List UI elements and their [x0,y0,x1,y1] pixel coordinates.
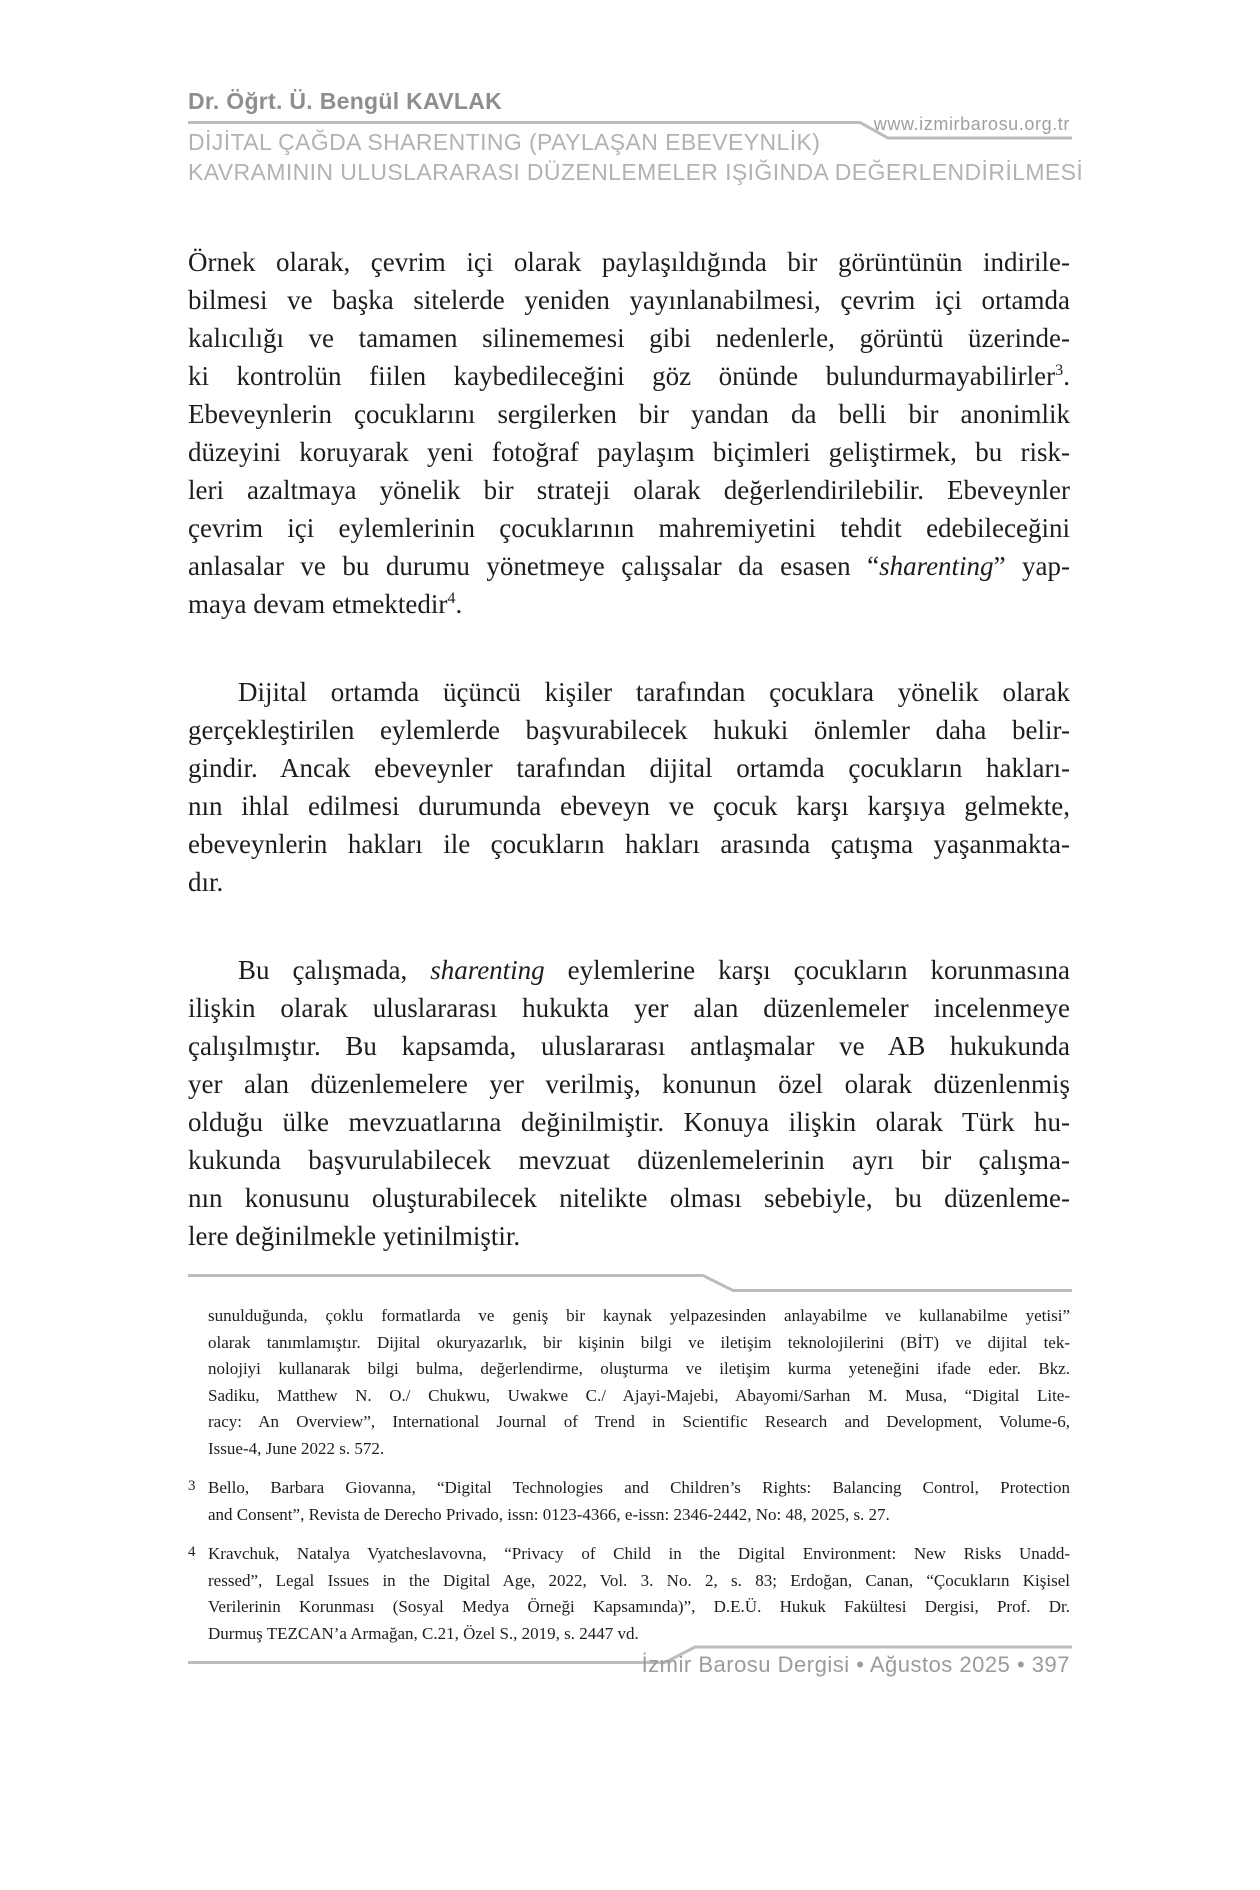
text-line: Ebeveynlerin çocuklarını sergilerken bir yandan da belli bir anonimlik [188,399,1070,429]
footnote-separator-line [188,1273,1072,1294]
text-line: çevrim içi eylemlerinin çocuklarının mahremiyetini tehdit edebileceğini [188,513,1070,543]
text-line: Dijital ortamda üçüncü kişiler tarafından çocuklara yönelik olarak [238,677,1070,707]
article-body [188,243,1070,1255]
footnote-separator [188,1273,1072,1294]
paragraph [188,673,1070,901]
paragraph [188,951,1070,1255]
text-line: anlasalar ve bu durumu yönetmeye çalışsalar da esasen “sharenting” yap- [188,551,1070,581]
text-line: dır. [188,867,224,897]
text-line: Kravchuk, Natalya Vyatcheslavovna, “Privacy of Child in the Digital Environment: New Risks Unadd- [208,1544,1070,1563]
text-line: lere değinilmekle yetinilmiştir. [188,1221,521,1251]
text-line: racy: An Overview”, International Journal of Trend in Scientific Research and Development, Volume-6, [208,1412,1070,1431]
author-name: Dr. Öğrt. Ü. Bengül KAVLAK [188,88,503,114]
journal-footer-pagination: İzmir Barosu Dergisi • Ağustos 2025 • 397 [641,1652,1070,1677]
text-line: kalıcılığı ve tamamen silinememesi gibi nedenlerle, görüntü üzerinde- [188,323,1070,353]
text-line: gerçekleştirilen eylemlerde başvurabilecek hukuki önlemler daha belir- [188,715,1070,745]
text-line: ilişkin olarak uluslararası hukukta yer alan düzenlemeler incelenmeye [188,993,1070,1023]
paragraph [188,243,1070,623]
footnote-number: 3 [188,1478,196,1494]
footnote-reference: 3 [1055,361,1064,379]
footnotes-section [188,1303,1070,1647]
footnote-item [188,1541,1070,1647]
text-line: bilmesi ve başka sitelerde yeniden yayınlanabilmesi, çevrim içi ortamda [188,285,1070,315]
text-line: çalışılmıştır. Bu kapsamda, uluslararası antlaşmalar ve AB hukukunda [188,1031,1070,1061]
text-line: gindir. Ancak ebeveynler tarafından dijital ortamda çocukların hakları- [188,753,1070,783]
text-line: Sadiku, Matthew N. O./ Chukwu, Uwakwe C./ Ajayi-Majebi, Abayomi/Sarhan M. Musa, “Digital Lite- [208,1385,1070,1405]
footnote-item [188,1475,1070,1528]
text-line: Bu çalışmada, sharenting eylemlerine karşı çocukların korunmasına [238,955,1070,985]
footnote-number: 4 [188,1544,196,1560]
footnote-item [188,1303,1070,1462]
article-title-line2: KAVRAMININ ULUSLARARASI DÜZENLEMELER IŞIĞINDA DEĞERLENDİRİLMESİ [188,159,1084,185]
text-line: yer alan düzenlemelere yer verilmiş, konunun özel olarak düzenlenmiş [188,1069,1070,1099]
text-line: Durmuş TEZCAN’a Armağan, C.21, Özel S., 2019, s. 2447 vd. [208,1623,639,1643]
text-line: nın konusunu oluşturabilecek nitelikte olması sebebiyle, bu düzenleme- [188,1183,1070,1213]
text-line: maya devam etmektedir$^4$. [188,589,463,619]
text-line: ki kontrolün fiilen kaybedileceğini göz önünde bulundurmayabilirler$^3$. [188,361,1070,391]
text-line: nın ihlal edilmesi durumunda ebeveyn ve çocuk karşı karşıya gelmekte, [188,791,1070,821]
text-line: Örnek olarak, çevrim içi olarak paylaşıldığında bir görüntünün indirile- [188,247,1070,277]
footnote-reference: 4 [447,589,456,607]
text-line: nolojiyi kullanarak bilgi bulma, değerlendirme, oluşturma ve iletişim kurma yeteneğini ifade eder. Bkz. [208,1359,1070,1378]
text-line: Issue-4, June 2022 s. 572. [208,1438,385,1458]
text-line: leri azaltmaya yönelik bir strateji olarak değerlendirilebilir. Ebeveynler [188,475,1070,505]
article-title-line1: DİJİTAL ÇAĞDA SHARENTING (PAYLAŞAN EBEVEYNLİK) [188,129,821,155]
text-line: ressed”, Legal Issues in the Digital Age, 2022, Vol. 3. No. 2, s. 83; Erdoğan, Canan, “Çocukların Kişisel [208,1570,1070,1590]
text-line: Verilerinin Korunması (Sosyal Medya Örneği Kapsamında)”, D.E.Ü. Hukuk Fakültesi Dergisi, Prof. Dr. [208,1597,1070,1616]
text-line: kukunda başvurulabilecek mevzuat düzenlemelerinin ayrı bir çalışma- [188,1145,1070,1175]
text-line: Bello, Barbara Giovanna, “Digital Technologies and Children’s Rights: Balancing Control, Protection [208,1478,1070,1497]
text-line: ebeveynlerin hakları ile çocukların hakları arasında çatışma yaşanmakta- [188,829,1070,859]
text-line: olarak tanımlamıştır. Dijital okuryazarlık, bir kişinin bilgi ve iletişim teknolojilerini (BİT) ve dijital tek- [208,1332,1070,1352]
journal-website: www.izmirbarosu.org.tr [873,114,1070,134]
text-line: olduğu ülke mevzuatlarına değinilmiştir. Konuya ilişkin olarak Türk hu- [188,1107,1070,1137]
text-line: sunulduğunda, çoklu formatlarda ve geniş bir kaynak yelpazesinden anlayabilme ve kullanabilme yetisi” [208,1306,1070,1325]
text-line: düzeyini koruyarak yeni fotoğraf paylaşım biçimleri geliştirmek, bu risk- [188,437,1070,467]
text-line: and Consent”, Revista de Derecho Privado, issn: 0123-4366, e-issn: 2346-2442, No: 48, 2025, s. 27. [208,1504,890,1524]
